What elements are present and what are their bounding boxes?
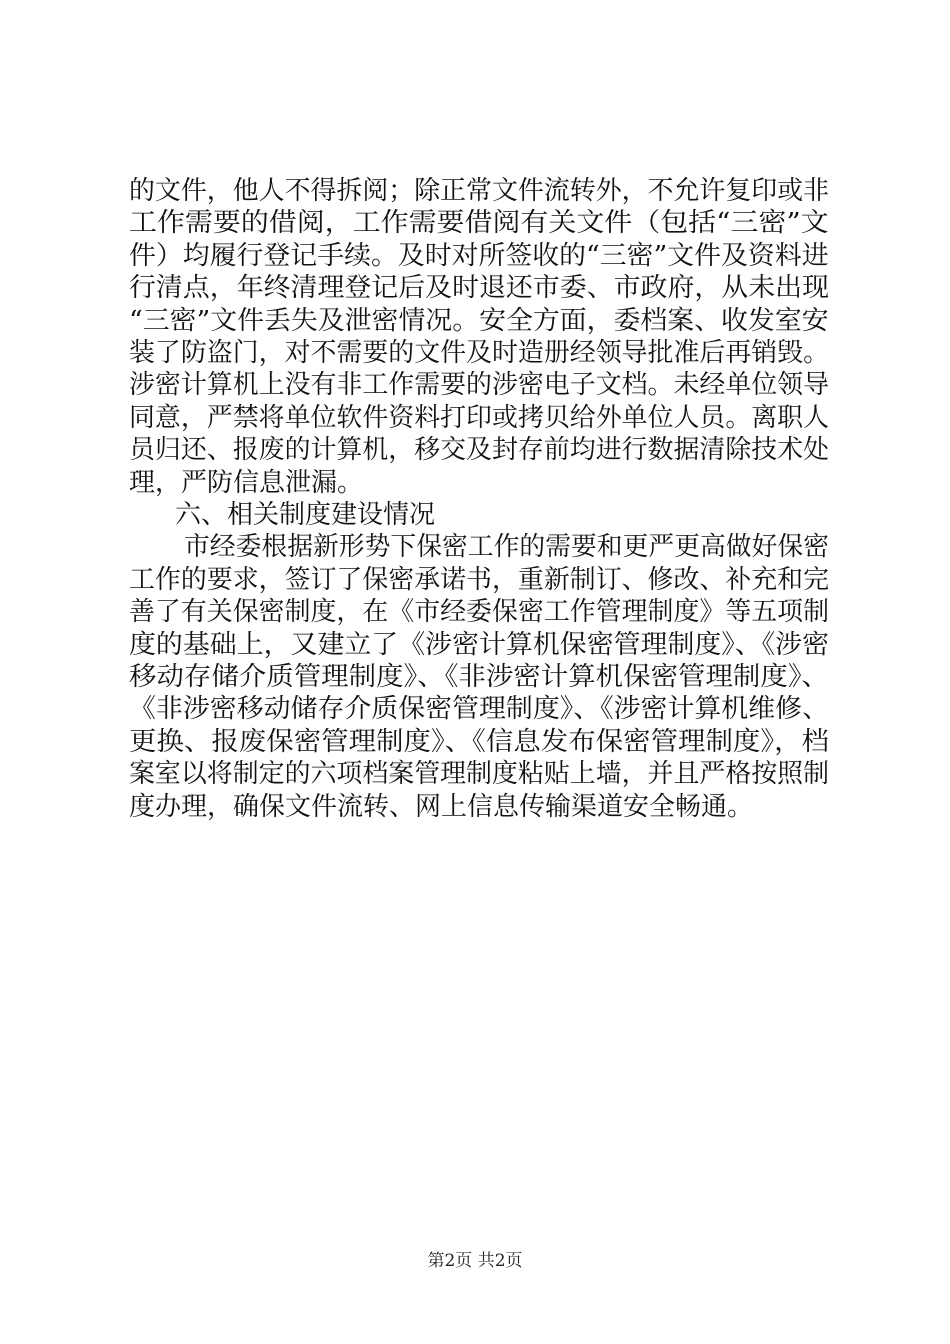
- text-line: 同意，严禁将单位软件资料打印或拷贝给外单位人员。离职人: [129, 402, 830, 433]
- text-line: 移动存储介质管理制度》、《非涉密计算机保密管理制度》、: [129, 662, 830, 692]
- text-line: 件）均履行登记手续。及时对所签收的“三密”文件及资料进: [129, 240, 829, 271]
- text-line: 度的基础上，又建立了《涉密计算机保密管理制度》、《涉密: [129, 629, 830, 660]
- text-line: 工作需要的借阅，工作需要借阅有关文件（包括“三密”文: [129, 208, 829, 239]
- text-line: 案室以将制定的六项档案管理制度粘贴上墙，并且严格按照制: [129, 759, 830, 790]
- text-line: 员归还、报废的计算机，移交及封存前均进行数据清除技术处: [129, 435, 830, 466]
- text-line: 度办理，确保文件流转、网上信息传输渠道安全畅通。: [129, 791, 754, 822]
- text-line: 善了有关保密制度，在《市经委保密工作管理制度》等五项制: [129, 597, 830, 628]
- text-line: 装了防盗门，对不需要的文件及时造册经领导批准后再销毁。: [129, 338, 830, 368]
- text-line: 的文件，他人不得拆阅；除正常文件流转外，不允许复印或非: [129, 176, 830, 206]
- text-line: 涉密计算机上没有非工作需要的涉密电子文档。未经单位领导: [129, 370, 830, 401]
- text-line: 工作的要求，签订了保密承诺书，重新制订、修改、补充和完: [129, 564, 830, 595]
- text-line: 理，严防信息泄漏。: [129, 467, 364, 498]
- text-line: 更换、报废保密管理制度》、《信息发布保密管理制度》，档: [129, 726, 830, 757]
- text-line: 《非涉密移动储存介质保密管理制度》、《涉密计算机维修、: [129, 694, 830, 725]
- page-footer: 第2页 共2页: [427, 1251, 523, 1271]
- text-line: 行清点，年终清理登记后及时退还市委、市政府，从未出现: [129, 273, 830, 304]
- text-line: 市经委根据新形势下保密工作的需要和更严更高做好保密: [184, 532, 830, 563]
- text-line: “三密”文件丢失及泄密情况。安全方面，委档案、收发室安: [129, 305, 829, 336]
- text-line: 六、相关制度建设情况: [175, 500, 436, 530]
